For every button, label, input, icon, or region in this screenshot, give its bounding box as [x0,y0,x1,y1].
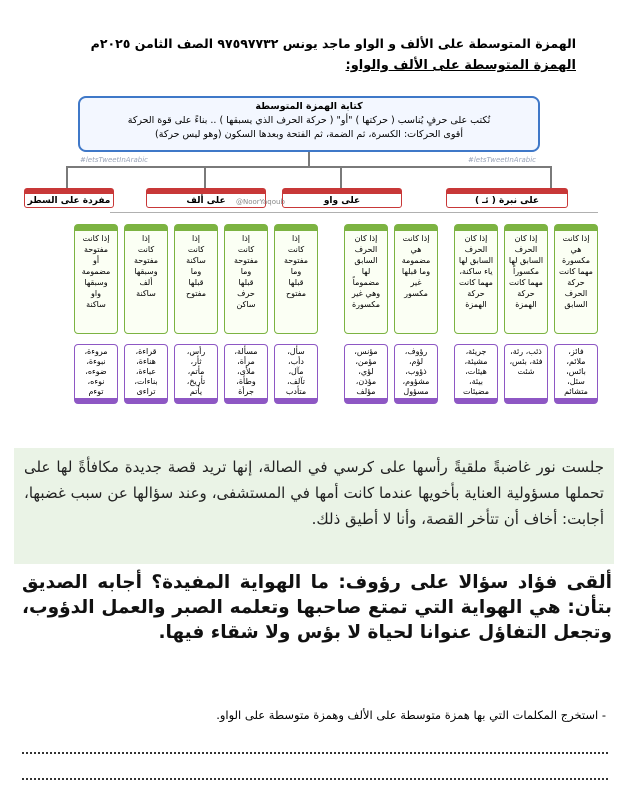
connector [204,166,206,188]
category-waw: على واو [282,188,402,208]
example-box: جريئة، مشيئة، هيئات، بيئة، مضيئات [454,344,498,404]
answer-line-2[interactable] [22,778,608,780]
example-box: سأل، دأب، مآل، تآلف، متأدب [274,344,318,404]
worksheet-header: الهمزة المتوسطة على الألف و الواو ماجد يونس ٩٧٥٩٧٧٣٢ الصف الثامن ٢٠٢٥م [90,36,576,51]
connector [66,166,552,168]
passage-1-text: جلست نور غاضبةً ملقيةً رأسها على كرسي في الصالة، إنها تريد قصة جديدة مكافأةً لها على تحملها مسؤولية العناية بأخويها عندما كانت أمها في المستشفى، وعند سؤالها عن سبب غضبها، أجابت: أخاف أن تتأخر القصة، وأنا لا أطيق ذلك. [24,458,604,528]
example-box: قراءة، هناءة، عباءة، بناءات، تراءى [124,344,168,404]
rule-box: إذا كانت هي مكسورة مهما كانت حركة الحرف السابق [554,224,598,334]
connector [66,166,68,188]
rule-box: إذا كان الحرف السابق لها مكسوراً مهما كانت حركة الهمزة [504,224,548,334]
hashtag-right: #letsTweetInArabic [468,156,536,164]
example-box: مؤنس، مؤمن، لؤي، مؤذن، مؤلف [344,344,388,404]
rule-box: إذا كانت مفتوحة وسبقها ألف ساكنة [124,224,168,334]
passage-2-text: ألقى فؤاد سؤالا على رؤوف: ما الهواية المفيدة؟ أجابه الصديق بتأن: هي الهواية التي تمتع صاحبها وتعلمه الصبر والعمل الدؤوب، وتجعل التفاؤل عنوانا لحياة لا بؤس ولا شقاء فيها. [22,572,612,643]
rule-box: إذا كان الحرف السابق لها ياء ساكنة، مهما كانت حركة الهمزة [454,224,498,334]
example-box: رؤوف، لؤم، ذؤوب، مشؤوم، مسؤول [394,344,438,404]
connector [308,152,310,166]
diagram-rule-2: أقوى الحركات: الكسرة، ثم الضمة، ثم الفتحة وبعدها السكون (وهو ليس حركة) [155,129,463,140]
passage-2-box [22,570,612,645]
answer-line-1[interactable] [22,752,608,754]
connector [340,166,342,188]
example-box: فائز، ملائم، بائس، سئل، متشائم [554,344,598,404]
rule-box: إذا كان الحرف السابق لها مضموماً وهي غير مكسورة [344,224,388,334]
rule-box: إذا كانت مفتوحة وما قبلها مفتوح [274,224,318,334]
diagram-rule-1: تُكتب على حرفٍ يُناسب ( حركتها ) "أو" ( حركة الحرف الذي يسبقها ) .. بناءً على قوة الحركة [127,115,491,126]
diagram-author: @NoorYaqoub [236,198,285,206]
connector [110,212,598,213]
category-nabra: على نبرة ( ئـ ) [446,188,568,208]
connector [550,166,552,188]
category-alif: على ألف [146,188,266,208]
exercise-question: - استخرج المكلمات التي بها همزة متوسطة على الألف وهمزة متوسطة على الواو. [216,708,606,722]
diagram-rule-box [78,96,540,152]
category-line: مفردة على السطر [24,188,114,208]
rule-box: إذا كانت ساكنة وما قبلها مفتوح [174,224,218,334]
hashtag-left: #letsTweetInArabic [80,156,148,164]
rule-box: إذا كانت مفتوحة أو مضمومة وسبقها واو ساكنة [74,224,118,334]
example-box: رأس، ثأر، مأتم، تأريخ، يأتم [174,344,218,404]
section-title: الهمزة المتوسطة على الألف والواو: [345,58,576,73]
passage-1-box [14,448,614,564]
hamza-diagram [10,90,608,430]
rule-box: إذا كانت هي مضمومة وما قبلها غير مكسور [394,224,438,334]
example-box: مروءة، نبوءة، ضوءه، نوءه، توءم [74,344,118,404]
diagram-title: كتابة الهمزة المتوسطة [255,101,363,112]
rule-box: إذا كانت مفتوحة وما قبلها حرف ساكن [224,224,268,334]
example-box: ذئب، رئة، فئة، بئس، شئت [504,344,548,404]
example-box: مسألة، مرأة، ملأى، وطأة، جرأة [224,344,268,404]
